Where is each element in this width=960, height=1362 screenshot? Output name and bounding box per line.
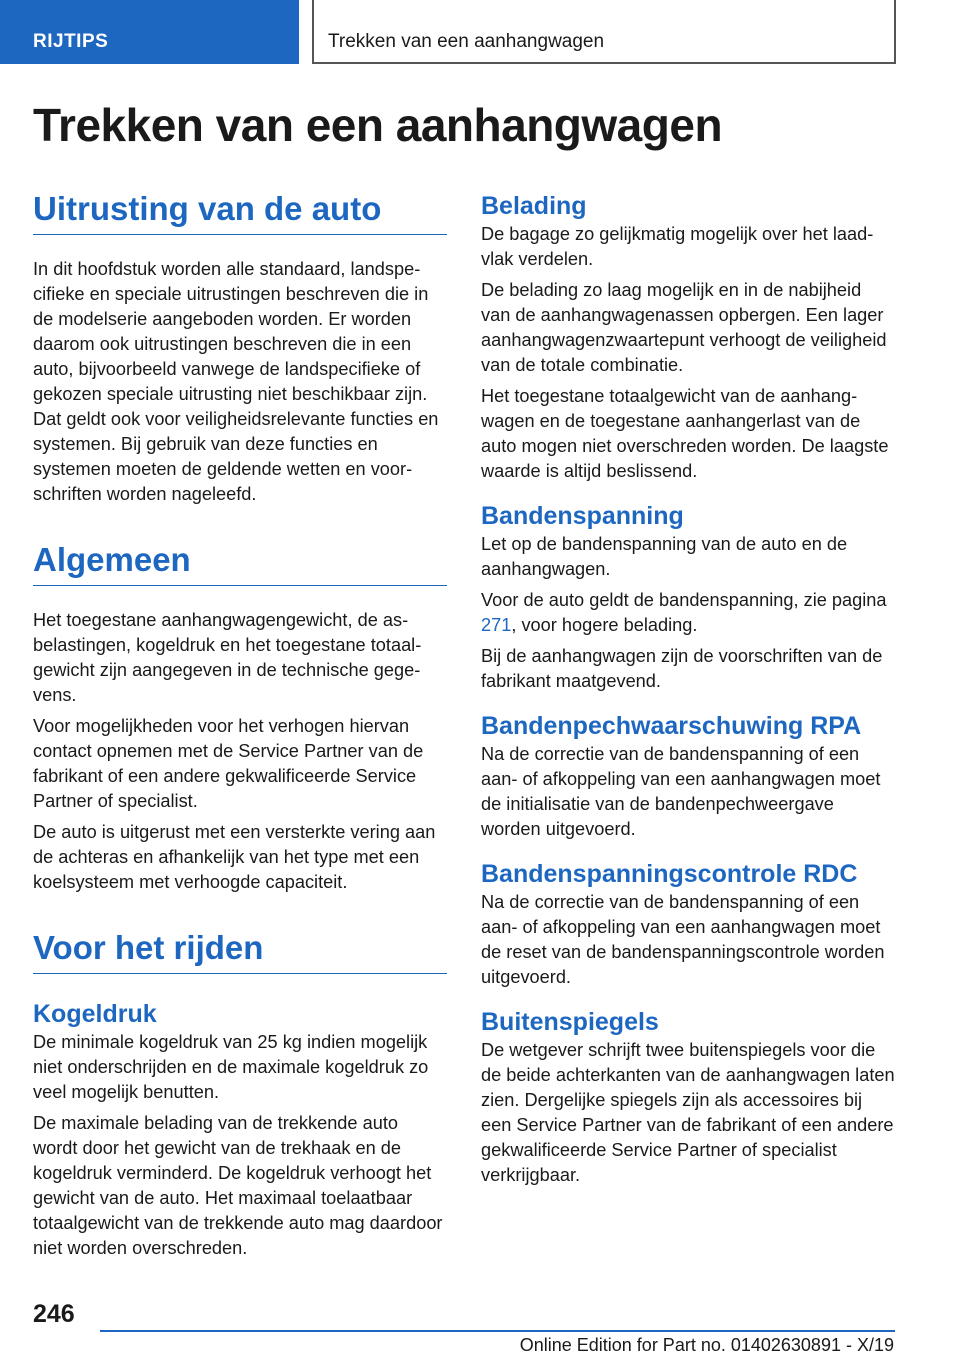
text: Voor de auto geldt de bandenspanning, zie pagina [481, 590, 887, 610]
section-buitenspiegels [481, 1006, 895, 1188]
page-number: 246 [33, 1300, 75, 1328]
paragraph: De bagage zo gelijkmatig mogelijk over het laadvlak verdelen. [481, 224, 874, 269]
running-title: Trekken van een aanhangwagen [312, 0, 896, 64]
section-voor-het-rijden [33, 929, 447, 1261]
heading-voor-het-rijden: Voor het rijden [33, 929, 447, 974]
section-rdc [481, 858, 895, 990]
text: , voor hogere belading. [511, 615, 698, 635]
paragraph [481, 588, 895, 638]
section-tab: RIJTIPS [0, 0, 299, 64]
paragraph: De minimale kogeldruk van 25 kg indien mogelijk niet onderschrijden en de maximale kogeldruk zo veel mogelijk benutten. [33, 1032, 429, 1102]
section-uitrusting [33, 190, 447, 507]
heading-uitrusting: Uitrusting van de auto [33, 190, 447, 235]
section-rpa [481, 710, 895, 842]
paragraph: Let op de bandenspanning van de auto en de aanhangwagen. [481, 534, 848, 579]
paragraph: De maximale belading van de trekkende auto wordt door het gewicht van de trekhaak en de kogeldruk verminderd. De kogeldruk verhoogt het gewicht van de auto. Het maximaal toelaatbaar totaalgewicht van de trekkende auto mag daardoor niet worden overschreden. [33, 1113, 443, 1258]
heading-rdc: Bandenspanningscontrole RDC [481, 860, 858, 888]
paragraph: De auto is uitgerust met een versterkte vering aan de achteras en afhankelijk van het type met een koelsysteem met verhoogde capaciteit. [33, 822, 436, 892]
paragraph: Na de correctie van de bandenspanning of een aan- of afkoppeling van een aanhangwagen moet de initialisatie van de bandenpechweergave worden uitgevoerd. [481, 744, 881, 839]
heading-kogeldruk: Kogeldruk [33, 1000, 157, 1028]
heading-belading: Belading [481, 192, 587, 220]
heading-buitenspiegels: Buitenspiegels [481, 1008, 659, 1036]
heading-rpa: Bandenpechwaarschuwing RPA [481, 712, 862, 740]
right-column [481, 190, 895, 1194]
heading-bandenspanning: Bandenspanning [481, 502, 684, 530]
paragraph: De wetgever schrijft twee buitenspiegels voor die de beide achterkanten van de aanhangwagen laten zien. Dergelijke spiegels zijn als accessoires bij een Service Partner van de fabrikant of een andere gekwalificeerde Service Partner of specialist verkrijgbaar. [481, 1040, 895, 1185]
paragraph: Na de correctie van de bandenspanning of een aan- of afkoppeling van een aanhangwagen moet de reset van de bandenspanningscontrole worden uitgevoerd. [481, 892, 885, 987]
edition-note: Online Edition for Part no. 01402630891 - X/19 [519, 1335, 894, 1355]
heading-algemeen: Algemeen [33, 541, 447, 586]
paragraph: Bij de aanhangwagen zijn de voorschriften van de fabrikant maatgevend. [481, 646, 883, 691]
paragraph: Het toegestane totaalgewicht van de aanhangwagen en de toegestane aanhangerlast van de auto mogen niet overschreden worden. De laagste waarde is altijd beslissend. [481, 386, 889, 481]
footer-divider [100, 1330, 895, 1332]
section-belading [481, 190, 895, 484]
section-bandenspanning [481, 500, 895, 694]
page-reference-link[interactable]: 271 [481, 615, 512, 635]
paragraph: In dit hoofdstuk worden alle standaard, landspecifieke en speciale uitrustingen beschreven die in de modelserie aangeboden worden. Er worden daarom ook uitrustingen beschreven die in een auto, bijvoorbeeld vanwege de landspecifieke of gekozen speciale uitrusting niet beschikbaar zijn. Dat geldt ook voor veiligheidsrelevante functies en systemen. Bij gebruik van deze functies en systemen moeten de geldende wetten en voorschriften worden nageleefd. [33, 259, 439, 504]
paragraph: Het toegestane aanhangwagengewicht, de asbelastingen, kogeldruk en het toegestane totaalgewicht zijn aangegeven in de technische gegevens. [33, 610, 422, 705]
left-column [33, 190, 447, 1267]
section-algemeen [33, 541, 447, 895]
paragraph: De belading zo laag mogelijk en in de nabijheid van de aanhangwagenassen opbergen. Een lager aanhangwagenzwaartepunt verhoogt de veiligheid van de totale combinatie. [481, 280, 887, 375]
paragraph: Voor mogelijkheden voor het verhogen hiervan contact opnemen met de Service Partner van de fabrikant of een andere gekwalificeerde Service Partner of specialist. [33, 716, 424, 811]
page-title: Trekken van een aanhangwagen [33, 99, 723, 151]
